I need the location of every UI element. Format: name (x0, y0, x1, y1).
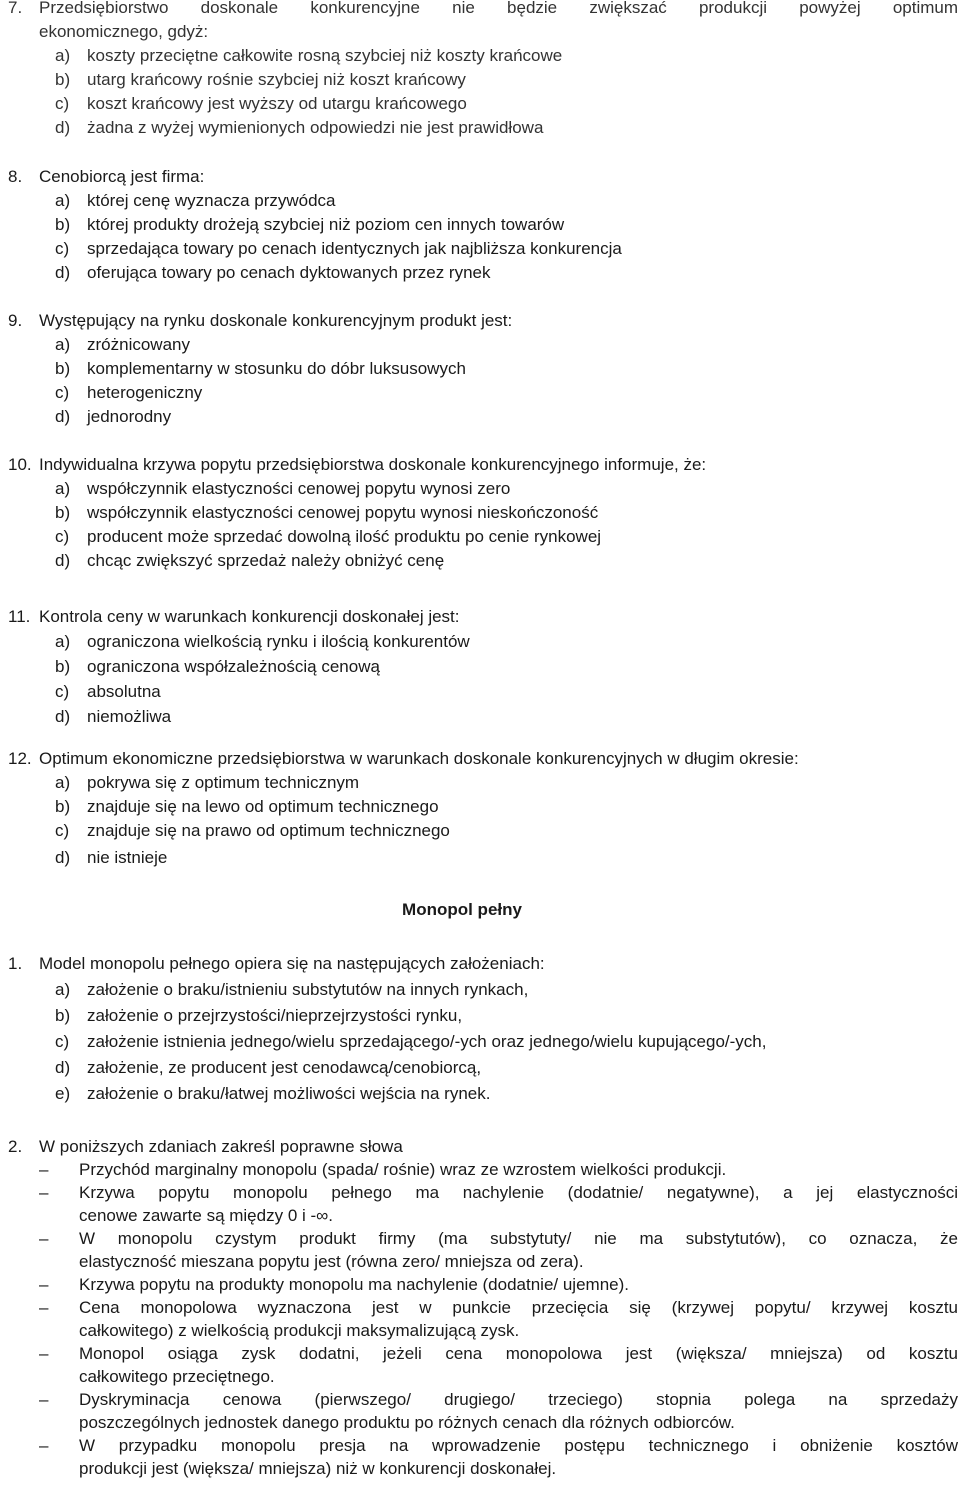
statement-item (0, 1273, 958, 1296)
statement-text: W monopolu czystym produkt firmy (ma substytuty/ nie ma substytutów), co oznacza, że (79, 1229, 958, 1248)
question-number: 1. (8, 954, 23, 973)
question-number: 7. (8, 0, 23, 17)
answer-option-d: d) oferująca towary po cenach dyktowanych przez rynek (55, 263, 491, 282)
question-text: Cenobiorcą jest firma: (39, 167, 205, 186)
statement-list (0, 1158, 960, 1480)
dash-bullet: – (39, 1160, 49, 1179)
question-12 (8, 747, 958, 870)
question-text: Indywidualna krzywa popytu przedsiębiorstwa doskonale konkurencyjnego informuje, że: (39, 455, 707, 474)
statement-item (0, 1158, 958, 1181)
answer-option-b: b) założenie o przejrzystości/nieprzejrzystości rynku, (55, 1006, 463, 1025)
answer-option-d: d) chcąc zwiększyć sprzedaż należy obniżyć cenę (55, 551, 445, 570)
question-text-continued: ekonomicznego, gdyż: (39, 22, 209, 41)
dash-bullet: – (39, 1298, 49, 1317)
question-text: Przedsiębiorstwo doskonale konkurencyjne nie będzie zwiększać produkcji powyżej optimum (39, 0, 958, 17)
dash-bullet: – (39, 1390, 49, 1409)
statement-text: Krzywa popytu monopolu pełnego ma nachylenie (dodatnie/ negatywne), a jej elastyczności (79, 1183, 958, 1202)
question-number: 8. (8, 167, 23, 186)
answer-option-b: b) utarg krańcowy rośnie szybciej niż koszt krańcowy (55, 70, 466, 89)
statement-item (0, 1296, 958, 1342)
answer-option-a: a) założenie o braku/istnieniu substytutów na innych rynkach, (55, 980, 529, 999)
statement-text: poszczególnych jednostek danego produktu po różnych cenach dla różnych odbiorców. (79, 1413, 735, 1432)
answer-option-c: c) sprzedająca towary po cenach identycznych jak najbliższa konkurencja (55, 239, 622, 258)
answer-option-a: a) ograniczona wielkością rynku i ilością konkurentów (55, 632, 470, 651)
question-number: 2. (8, 1137, 23, 1156)
monopoly-question-2 (8, 1135, 958, 1158)
monopoly-question-1 (8, 951, 958, 1107)
question-number: 9. (8, 311, 23, 330)
question-text: Model monopolu pełnego opiera się na następujących założeniach: (39, 954, 545, 973)
answer-option-d: d) jednorodny (55, 407, 172, 426)
answer-option-d: d) żadna z wyżej wymienionych odpowiedzi nie jest prawidłowa (55, 118, 544, 137)
question-number: 10. (8, 455, 32, 474)
answer-option-b: b) której produkty drożeją szybciej niż poziom cen innych towarów (55, 215, 565, 234)
question-7 (8, 0, 958, 140)
statement-item (0, 1434, 958, 1480)
statement-text: całkowitego przeciętnego. (79, 1367, 275, 1386)
question-text: Kontrola ceny w warunkach konkurencji doskonałej jest: (39, 607, 460, 626)
answer-option-b: b) znajduje się na lewo od optimum technicznego (55, 797, 439, 816)
statement-item (0, 1342, 958, 1388)
statement-text: produkcji jest (większa/ mniejsza) niż w konkurencji doskonałej. (79, 1459, 557, 1478)
answer-option-c: c) absolutna (55, 682, 161, 701)
answer-option-b: b) ograniczona współzależnością cenową (55, 657, 380, 676)
answer-option-c: c) założenie istnienia jednego/wielu sprzedającego/-ych oraz jednego/wielu kupującego/-ych, (55, 1032, 767, 1051)
dash-bullet: – (39, 1344, 49, 1363)
question-text: Występujący na rynku doskonale konkurencyjnym produkt jest: (39, 311, 513, 330)
answer-option-c: c) koszt krańcowy jest wyższy od utargu krańcowego (55, 94, 467, 113)
question-number: 12. (8, 749, 32, 768)
statement-text: Przychód marginalny monopolu (spada/ rośnie) wraz ze wzrostem wielkości produkcji. (79, 1160, 727, 1179)
question-10 (8, 453, 958, 573)
section-title: Monopol pełny (402, 900, 522, 919)
dash-bullet: – (39, 1436, 49, 1455)
answer-option-c: c) znajduje się na prawo od optimum technicznego (55, 821, 450, 840)
statement-item (0, 1181, 958, 1227)
answer-option-a: a) współczynnik elastyczności cenowej popytu wynosi zero (55, 479, 511, 498)
statement-text: Krzywa popytu na produkty monopolu ma nachylenie (dodatnie/ ujemne). (79, 1275, 629, 1294)
answer-option-d: d) nie istnieje (55, 848, 168, 867)
statement-text: Cena monopolowa wyznaczona jest w punkcie przecięcia się (krzywej popytu/ krzywej kosztu (79, 1298, 958, 1317)
question-text: Optimum ekonomiczne przedsiębiorstwa w warunkach doskonale konkurencyjnych w długim okresie: (39, 749, 799, 768)
statement-text: W przypadku monopolu presja na wprowadzenie postępu technicznego i obniżenie kosztów (79, 1436, 958, 1455)
answer-option-a: a) zróżnicowany (55, 335, 190, 354)
statement-item (0, 1227, 958, 1273)
statement-text: Monopol osiąga zysk dodatni, jeżeli cena monopolowa jest (większa/ mniejsza) od kosztu (79, 1344, 958, 1363)
answer-option-c: c) producent może sprzedać dowolną ilość produktu po cenie rynkowej (55, 527, 602, 546)
answer-option-b: b) komplementarny w stosunku do dóbr luksusowych (55, 359, 466, 378)
answer-option-d: d) niemożliwa (55, 707, 172, 726)
dash-bullet: – (39, 1183, 49, 1202)
answer-option-d: d) założenie, ze producent jest cenodawcą/cenobiorcą, (55, 1058, 482, 1077)
statement-text: cenowe zawarte są między 0 i -∞. (79, 1206, 333, 1225)
answer-option-b: b) współczynnik elastyczności cenowej popytu wynosi nieskończoność (55, 503, 599, 522)
statement-text: Dyskryminacja cenowa (pierwszego/ drugiego/ trzeciego) stopnia polega na sprzedaży (79, 1390, 958, 1409)
question-8 (8, 165, 958, 285)
statement-text: elastyczność mieszana popytu jest (równa zero/ mniejsza od zera). (79, 1252, 584, 1271)
statement-text: całkowitego) z wielkością produkcji maksymalizującą zysk. (79, 1321, 520, 1340)
answer-option-a: a) koszty przeciętne całkowite rosną szybciej niż koszty krańcowe (55, 46, 563, 65)
statement-item (0, 1388, 958, 1434)
question-11 (8, 605, 958, 729)
answer-option-a: a) pokrywa się z optimum technicznym (55, 773, 360, 792)
question-text: W poniższych zdaniach zakreśl poprawne słowa (39, 1137, 403, 1156)
question-number: 11. (8, 607, 31, 626)
dash-bullet: – (39, 1275, 49, 1294)
answer-option-e: e) założenie o braku/łatwej możliwości wejścia na rynek. (55, 1084, 491, 1103)
question-9 (8, 309, 958, 429)
dash-bullet: – (39, 1229, 49, 1248)
answer-option-c: c) heterogeniczny (55, 383, 203, 402)
answer-option-a: a) której cenę wyznacza przywódca (55, 191, 336, 210)
